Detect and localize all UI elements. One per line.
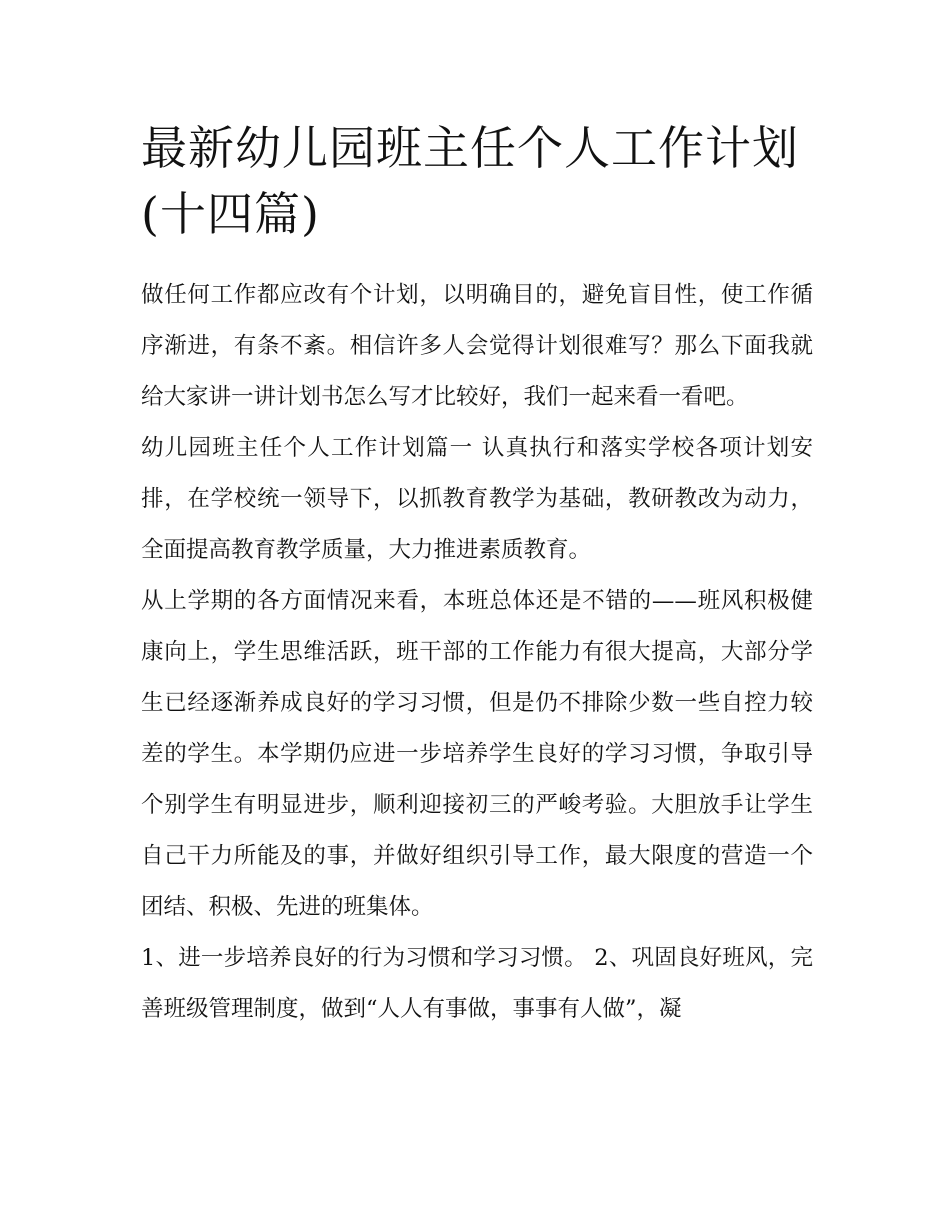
paragraph-goals: 1、进一步培养良好的行为习惯和学习习惯。 2、巩固良好班风，完善班级管理制度，做到“人人有事做，事事有人做”，凝: [141, 945, 813, 1022]
paragraph-intro: 做任何工作都应改有个计划，以明确目的，避免盲目性，使工作循序渐进，有条不紊。相信许多人会觉得计划很难写？那么下面我就给大家讲一讲计划书怎么写才比较好，我们一起来看一看吧。: [141, 282, 813, 410]
document-body: [141, 115, 813, 1035]
paragraph-plan-one: 幼儿园班主任个人工作计划篇一 认真执行和落实学校各项计划安排，在学校统一领导下，以抓教育教学为基础，教研教改为动力，全面提高教育教学质量，大力推进素质教育。: [141, 435, 813, 563]
document-title: 最新幼儿园班主任个人工作计划(十四篇): [141, 121, 799, 241]
paragraph-class-situation: 从上学期的各方面情况来看，本班总体还是不错的——班风积极健康向上，学生思维活跃，班干部的工作能力有很大提高，大部分学生已经逐渐养成良好的学习习惯，但是仍不排除少数一些自控力较差的学生。本学期仍应进一步培养学生良好的学习习惯，争取引导个别学生有明显进步，顺利迎接初三的严峻考验。大胆放手让学生自己干力所能及的事，并做好组织引导工作，最大限度的营造一个团结、积极、先进的班集体。: [141, 588, 813, 920]
